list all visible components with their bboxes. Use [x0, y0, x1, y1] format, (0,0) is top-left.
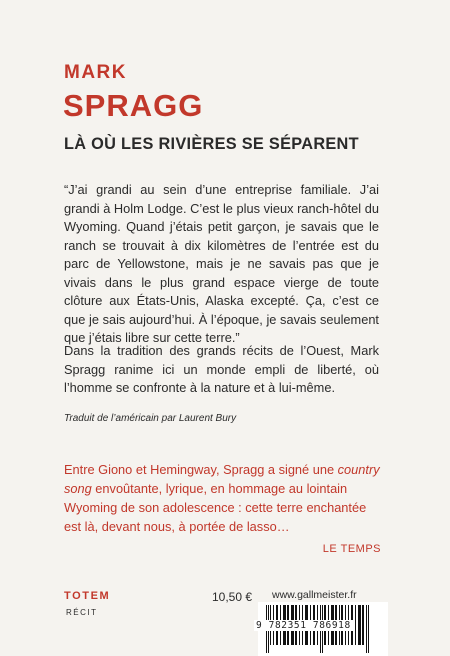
press-review: [64, 460, 382, 536]
author-last-name: SPRAGG: [63, 88, 204, 123]
collection-name: TOTEM: [64, 590, 111, 602]
barcode-bar: [362, 605, 364, 645]
review-source: LE TEMPS: [322, 543, 381, 555]
price: 10,50 €: [212, 590, 253, 604]
genre-label: RÉCIT: [66, 608, 98, 617]
book-title: LÀ OÙ LES RIVIÈRES SE SÉPARENT: [64, 134, 359, 153]
translator-credit: Traduit de l’américain par Laurent Bury: [64, 413, 237, 424]
author-first-name: MARK: [64, 62, 127, 83]
book-blurb: Dans la tradition des grands récits de l’Ouest, Mark Spragg ranime ici un monde empli de liberté, où l’homme se confronte à la nature et à lui-même.: [64, 343, 379, 395]
barcode-bar: [358, 605, 361, 645]
publisher-website: www.gallmeister.fr: [272, 589, 357, 601]
review-text-end: envoûtante, lyrique, en hommage au lointain Wyoming de son adolescence : cette terre enchantée est là, devant nous, à portée de lasso…: [64, 481, 367, 534]
barcode-bar: [366, 605, 367, 653]
barcode-bar: [355, 605, 356, 645]
review-emphasis: country song: [64, 462, 380, 496]
barcode-bar: [368, 605, 369, 653]
author-quote: “J’ai grandi au sein d’une entreprise familiale. J’ai grandi à Holm Lodge. C’est le plus vieux ranch-hôtel du Wyoming. Quand j’étais petit garçon, je savais que le ranch se trouvait à dix kilomètres de l’entrée est du parc de Yellowstone, mais je ne savais pas que je vivais dans le plus grand espace vierge de toute clôture aux États-Unis, Alaska excepté. Ça, c’est ce que je sais aujourd’hui. À l’époque, je savais seulement que j’étais libre sur cette terre.”: [64, 182, 379, 345]
review-text-start: Entre Giono et Hemingway, Spragg a signé une: [64, 462, 338, 477]
isbn-number: 9 782351 786918: [256, 620, 351, 631]
